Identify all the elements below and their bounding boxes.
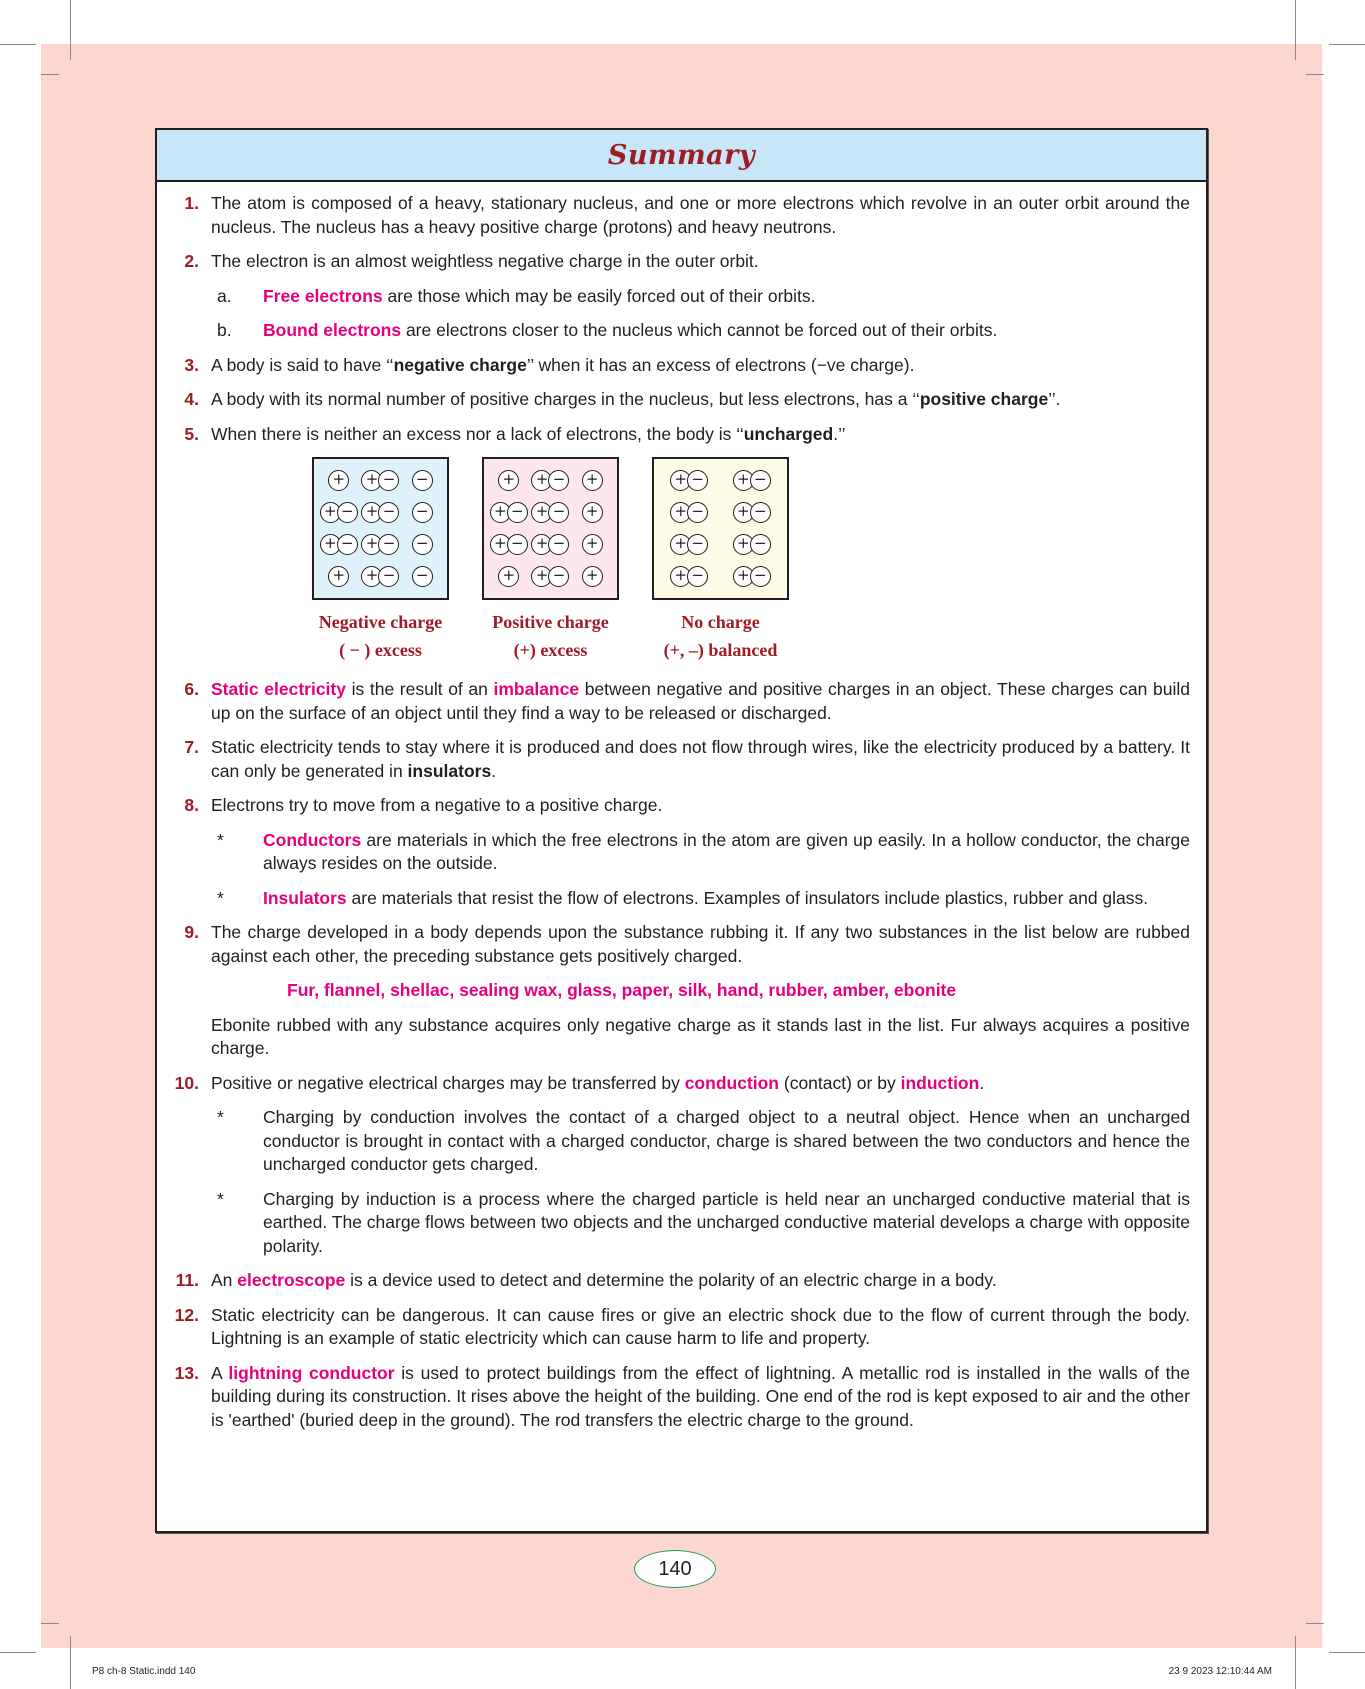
text-span: Positive or negative electrical charges may be transferred by [211, 1072, 685, 1093]
highlight-term: Conductors [263, 829, 362, 850]
list-item-10 [167, 1072, 1190, 1096]
sub-item-marker: b. [217, 320, 232, 340]
item-text: The atom is composed of a heavy, stationary nucleus, and one or more electrons which revolve in an outer orbit around the nucleus. The nucleus has a heavy positive charge (protons) and heavy neutrons. [211, 193, 1190, 237]
sub-item-marker: a. [217, 285, 232, 306]
electron-icon: − [548, 566, 569, 587]
proton-icon: + [490, 534, 511, 555]
electron-icon: − [548, 502, 569, 523]
item-text [211, 1362, 1190, 1433]
proton-icon: + [582, 470, 603, 491]
sub-item-text [263, 887, 1190, 911]
bullet-asterisk: * [217, 1188, 224, 1209]
crop-mark [1295, 0, 1296, 60]
item-number: 8. [184, 795, 199, 815]
text-span: . [979, 1072, 985, 1093]
atom-pair-icon [361, 534, 399, 555]
atom-pair-icon [490, 534, 528, 555]
proton-icon: + [670, 470, 691, 491]
summary-list [157, 182, 1206, 1432]
negative-charge-panel [312, 457, 449, 664]
electron-icon: − [378, 566, 399, 587]
proton-icon: + [531, 534, 552, 555]
crop-mark [1295, 1636, 1296, 1689]
proton-icon: + [328, 566, 349, 587]
highlight-term: electroscope [237, 1270, 346, 1290]
proton-icon: + [490, 502, 511, 523]
atom-pair-icon [531, 566, 569, 587]
proton-icon: + [361, 502, 382, 523]
text-span: is a device used to detect and determine the polarity of an electric charge in a body. [345, 1270, 997, 1290]
sub-item-induction [211, 1188, 1190, 1259]
electron-icon: − [750, 502, 771, 523]
highlight-term: Free electrons [263, 285, 383, 306]
text-span: (contact) or by [779, 1072, 901, 1093]
item-number: 4. [184, 389, 199, 409]
atom-pair-icon [361, 502, 399, 523]
proton-icon: + [670, 534, 691, 555]
sub-item-text [263, 285, 1190, 309]
proton-icon: + [320, 534, 341, 555]
sub-item-text: Charging by conduction involves the contact of a charged object to a neutral object. Hence when an uncharged conductor is brought in contact with a charged conductor, charge is shared between the two conductors and hence the uncharged conductor gets charged. [263, 1107, 1190, 1174]
triboelectric-series: Fur, flannel, shellac, sealing wax, glass, paper, silk, hand, rubber, amber, ebonite [287, 980, 957, 1000]
electron-icon: − [548, 470, 569, 491]
panel-title: Positive charge [492, 612, 609, 632]
proton-icon: + [670, 502, 691, 523]
proton-icon: + [531, 566, 552, 587]
highlight-term: induction [900, 1072, 980, 1093]
atom-pair-icon [733, 566, 771, 587]
crop-mark [0, 1652, 36, 1653]
bold-term: negative charge [393, 354, 527, 375]
atom-pair-icon [670, 470, 708, 491]
electron-icon: − [337, 534, 358, 555]
proton-icon: + [733, 470, 754, 491]
list-item-12 [167, 1304, 1190, 1351]
item-text [211, 736, 1190, 783]
summary-box [155, 128, 1208, 1533]
list-item-4 [167, 388, 1190, 412]
electron-icon: − [687, 566, 708, 587]
text-span: are materials in which the free electrons in the atom are given up easily. In a hollow conductor, the charge always resides on the outside. [263, 829, 1190, 873]
text-span: Static electricity tends to stay where it is produced and does not flow through wires, like the electricity produced by a battery. It can only be generated in [211, 737, 1190, 781]
atom-pair-icon [670, 534, 708, 555]
item-text: The charge developed in a body depends upon the substance rubbing it. If any two substances in the list below are rubbed against each other, the preceding substance gets positively charged. [211, 922, 1190, 966]
proton-icon: + [733, 502, 754, 523]
item-number: 11. [175, 1270, 199, 1290]
sub-item-conduction [211, 1106, 1190, 1177]
proton-icon: + [498, 566, 519, 587]
list-item-9 [167, 921, 1190, 968]
text-span: A body is said to have ‘‘ [211, 354, 394, 375]
negative-charge-label [319, 608, 442, 664]
sub-item-insulators [211, 887, 1190, 911]
proton-icon: + [361, 566, 382, 587]
item-9-continuation: Ebonite rubbed with any substance acquires only negative charge as it stands last in the list. Fur always acquires a positive charge. [211, 1014, 1190, 1058]
electron-icon: − [507, 502, 528, 523]
footer-file-info: P8 ch-8 Static.indd 140 [92, 1666, 196, 1677]
panel-subtitle: (+) excess [513, 640, 588, 660]
item-text: The electron is an almost weightless negative charge in the outer orbit. [211, 251, 759, 271]
item-number: 6. [184, 679, 199, 699]
bullet-asterisk: * [217, 887, 224, 908]
crop-mark [70, 0, 71, 60]
sub-item-text [263, 829, 1190, 876]
text-span: When there is neither an excess nor a lack of electrons, the body is ‘‘ [211, 423, 744, 444]
positive-charge-box [482, 457, 619, 600]
electron-icon: − [750, 470, 771, 491]
atom-pair-icon [531, 502, 569, 523]
proton-icon: + [531, 470, 552, 491]
text-span: A body with its normal number of positive charges in the nucleus, but less electrons, has a ‘‘ [211, 389, 920, 409]
bold-term: uncharged [743, 423, 834, 444]
sub-item-free-electrons [211, 285, 1190, 309]
crop-mark [1306, 74, 1324, 75]
no-charge-label [664, 608, 778, 664]
text-span: ’’ when it has an excess of electrons (−ve charge). [526, 354, 915, 375]
proton-icon: + [498, 470, 519, 491]
text-span: ’’. [1048, 389, 1061, 409]
item-text: Electrons try to move from a negative to a positive charge. [211, 795, 663, 815]
no-charge-box [652, 457, 789, 600]
sub-item-conductors [211, 829, 1190, 876]
text-span: are those which may be easily forced out of their orbits. [382, 285, 816, 306]
highlight-term: imbalance [493, 679, 580, 699]
item-text [211, 388, 1190, 412]
summary-header [157, 130, 1206, 182]
crop-mark [41, 74, 59, 75]
list-item-5 [167, 423, 1190, 447]
electron-icon: − [412, 502, 433, 523]
proton-icon: + [328, 470, 349, 491]
electron-icon: − [687, 502, 708, 523]
charge-diagram [312, 457, 1190, 664]
atom-pair-icon [670, 566, 708, 587]
summary-title: Summary [607, 139, 756, 171]
panel-subtitle: (+, –) balanced [663, 640, 778, 660]
footer-timestamp: 23 9 2023 12:10:44 AM [1168, 1666, 1272, 1677]
sub-item-text: Charging by induction is a process where the charged particle is held near an uncharged conductive material that is earthed. The charge flows between two objects and the uncharged conductive material develops a charge with opposite polarity. [263, 1188, 1190, 1256]
text-span: An [211, 1270, 238, 1290]
text-span: A [211, 1362, 229, 1383]
list-item-8 [167, 794, 1190, 818]
atom-pair-icon [733, 534, 771, 555]
crop-mark [70, 1636, 71, 1689]
electron-icon: − [378, 534, 399, 555]
atom-pair-icon [733, 470, 771, 491]
sub-item-text [263, 319, 1190, 343]
proton-icon: + [582, 502, 603, 523]
crop-mark [1329, 1652, 1365, 1653]
highlight-term: lightning conductor [228, 1362, 395, 1383]
electron-icon: − [687, 534, 708, 555]
list-item-6 [167, 678, 1190, 725]
proton-icon: + [320, 502, 341, 523]
list-item-1 [167, 192, 1190, 239]
panel-title: Negative charge [318, 612, 443, 632]
text-span: .’’ [833, 423, 846, 444]
positive-charge-label [492, 608, 608, 664]
electron-icon: − [507, 534, 528, 555]
atom-pair-icon [320, 502, 358, 523]
electron-icon: − [548, 534, 569, 555]
item-number: 3. [184, 354, 199, 375]
text-span: is the result of an [345, 679, 494, 699]
item-number: 9. [184, 922, 199, 942]
crop-mark [1329, 44, 1365, 45]
atom-pair-icon [733, 502, 771, 523]
electron-icon: − [412, 566, 433, 587]
item-number: 13. [174, 1362, 199, 1383]
list-item-7 [167, 736, 1190, 783]
atom-pair-icon [361, 566, 399, 587]
bold-term: positive charge [919, 389, 1049, 409]
electron-icon: − [412, 470, 433, 491]
page-number: 140 [634, 1550, 716, 1588]
crop-mark [0, 44, 36, 45]
highlight-term: Static electricity [211, 679, 346, 699]
highlight-term: Insulators [263, 887, 347, 908]
proton-icon: + [733, 534, 754, 555]
electron-icon: − [750, 566, 771, 587]
list-item-2 [167, 250, 1190, 274]
text-span: . [491, 760, 497, 781]
electron-icon: − [687, 470, 708, 491]
proton-icon: + [582, 566, 603, 587]
list-item-11 [167, 1269, 1190, 1293]
item-text [211, 1269, 1190, 1293]
item-text [211, 423, 1190, 447]
text-span: between negative and positive charges in an object. These charges can build up on the surface of an object until they find a way to be released or discharged. [211, 679, 1190, 723]
item-text [211, 1072, 1190, 1096]
atom-pair-icon [531, 534, 569, 555]
negative-charge-box [312, 457, 449, 600]
bullet-asterisk: * [217, 829, 224, 850]
highlight-term: Bound electrons [263, 320, 402, 340]
list-item-3 [167, 354, 1190, 378]
item-text [211, 354, 1190, 378]
item-text: Static electricity can be dangerous. It can cause fires or give an electric shock due to the flow of current through the body. Lightning is an example of static electricity which can cause harm to life and property. [211, 1304, 1190, 1348]
list-item-13 [167, 1362, 1190, 1433]
proton-icon: + [361, 470, 382, 491]
atom-pair-icon [320, 534, 358, 555]
electron-icon: − [337, 502, 358, 523]
text-span: are electrons closer to the nucleus which cannot be forced out of their orbits. [401, 320, 998, 340]
panel-title: No charge [681, 612, 760, 632]
atom-pair-icon [361, 470, 399, 491]
item-number: 7. [184, 737, 199, 757]
text-span: are materials that resist the flow of electrons. Examples of insulators include plastics, rubber and glass. [346, 887, 1149, 908]
electron-icon: − [412, 534, 433, 555]
proton-icon: + [361, 534, 382, 555]
electron-icon: − [750, 534, 771, 555]
sub-item-bound-electrons [211, 319, 1190, 343]
item-text [211, 678, 1190, 725]
crop-mark [41, 1623, 59, 1624]
bold-term: insulators [407, 760, 492, 781]
atom-pair-icon [490, 502, 528, 523]
atom-pair-icon [670, 502, 708, 523]
proton-icon: + [582, 534, 603, 555]
item-number: 2. [184, 251, 199, 271]
panel-subtitle: ( − ) excess [339, 640, 422, 660]
item-number: 10. [174, 1072, 199, 1093]
text-span: is used to protect buildings from the effect of lightning. A metallic rod is installed in the walls of the building during its construction. It rises above the height of the building. One end of the rod is kept exposed to air and the other is 'earthed' (buried deep in the ground). The rod transfers the electric charge to the ground. [211, 1362, 1191, 1430]
item-number: 5. [184, 423, 199, 444]
electron-icon: − [378, 502, 399, 523]
proton-icon: + [733, 566, 754, 587]
proton-icon: + [670, 566, 691, 587]
highlight-term: conduction [684, 1072, 779, 1093]
item-number: 12. [174, 1304, 199, 1325]
atom-pair-icon [531, 470, 569, 491]
item-number: 1. [184, 193, 199, 213]
crop-mark [1306, 1623, 1324, 1624]
proton-icon: + [531, 502, 552, 523]
no-charge-panel [652, 457, 789, 664]
electron-icon: − [378, 470, 399, 491]
positive-charge-panel [482, 457, 619, 664]
bullet-asterisk: * [217, 1107, 224, 1127]
